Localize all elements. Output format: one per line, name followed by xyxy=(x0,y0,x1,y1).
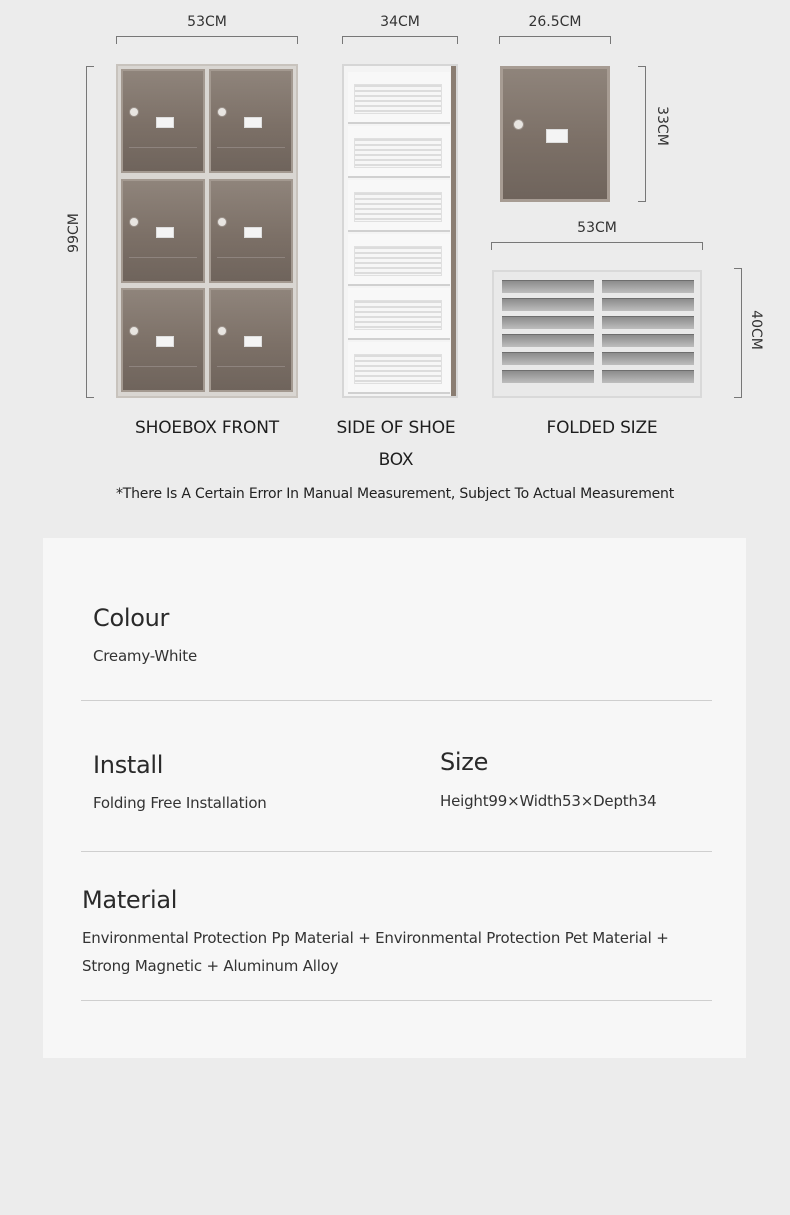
door xyxy=(121,69,205,173)
material-value-line2: Strong Magnetic + Aluminum Alloy xyxy=(82,957,339,975)
caption-side-line2: BOX xyxy=(378,450,414,470)
knob-icon xyxy=(217,217,227,227)
size-heading: Size xyxy=(440,748,489,776)
door xyxy=(121,179,205,283)
folded-image xyxy=(492,270,702,398)
material-value-line1: Environmental Protection Pp Material + Environmental Protection Pet Material + xyxy=(82,929,669,947)
front-width-line xyxy=(116,36,298,44)
door xyxy=(209,179,293,283)
side-depth-line xyxy=(342,36,458,44)
knob-icon xyxy=(217,107,227,117)
logo-tag xyxy=(244,227,262,238)
measurement-note: *There Is A Certain Error In Manual Measurement, Subject To Actual Measurement xyxy=(115,486,675,502)
logo-tag xyxy=(156,227,174,238)
door xyxy=(209,288,293,392)
logo-tag xyxy=(244,117,262,128)
door xyxy=(121,288,205,392)
total-height-line xyxy=(86,66,94,398)
shoebox-front-image xyxy=(116,64,298,398)
shoebox-side-image xyxy=(342,64,458,398)
door-width-label: 26.5CM xyxy=(528,14,582,30)
logo-tag xyxy=(156,336,174,347)
divider xyxy=(81,700,712,701)
folded-width-label: 53CM xyxy=(577,220,617,236)
total-height-label: 99CM xyxy=(66,213,82,253)
door-height-line xyxy=(638,66,646,202)
logo-tag xyxy=(244,336,262,347)
install-value: Folding Free Installation xyxy=(93,794,267,812)
single-door-image xyxy=(500,66,610,202)
caption-folded-size: FOLDED SIZE xyxy=(546,418,658,438)
front-width-label: 53CM xyxy=(187,14,227,30)
material-heading: Material xyxy=(82,886,178,914)
colour-heading: Colour xyxy=(93,604,170,632)
knob-icon xyxy=(129,107,139,117)
spec-panel xyxy=(43,538,746,1058)
door xyxy=(209,69,293,173)
caption-side-line1: SIDE OF SHOE xyxy=(336,418,456,438)
door-width-line xyxy=(499,36,611,44)
logo-tag xyxy=(156,117,174,128)
folded-height-label: 40CM xyxy=(748,310,764,350)
caption-shoebox-front: SHOEBOX FRONT xyxy=(135,418,279,438)
knob-icon xyxy=(217,326,227,336)
knob-icon xyxy=(129,326,139,336)
knob-icon xyxy=(513,119,524,130)
colour-value: Creamy-White xyxy=(93,647,197,665)
knob-icon xyxy=(129,217,139,227)
install-heading: Install xyxy=(93,751,164,779)
side-depth-label: 34CM xyxy=(380,14,420,30)
door-height-label: 33CM xyxy=(654,106,670,146)
folded-height-line xyxy=(734,268,742,398)
divider xyxy=(81,851,712,852)
divider xyxy=(81,1000,712,1001)
logo-tag xyxy=(546,129,568,143)
size-value: Height99×Width53×Depth34 xyxy=(440,792,657,810)
folded-width-line xyxy=(491,242,703,250)
